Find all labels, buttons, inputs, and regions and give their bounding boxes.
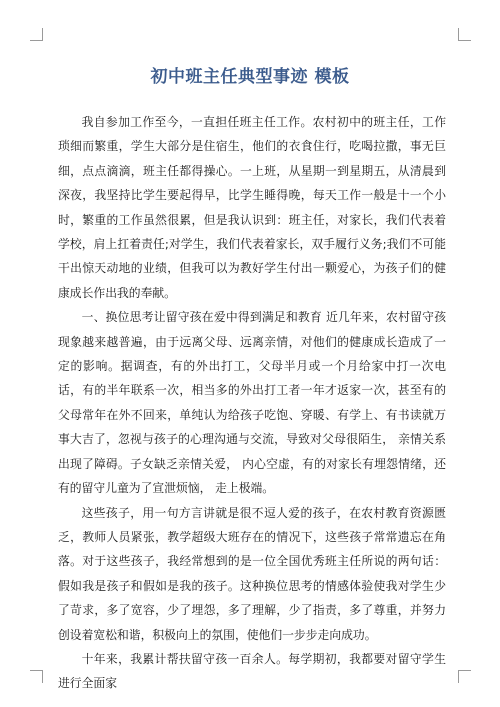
- paragraph-1: 我自参加工作至今，一直担任班主任工作。农村初中的班主任，工作琐细而繁重，学生大部分是住宿生，他们的衣食住行，吃喝拉撒，事无巨细，点点滴滴，班主任都得操心。一上班，从星期一到星期五，从清晨到深夜，我坚持比学生要起得早，比学生睡得晚，每天工作一般是十一个小时，繁重的工作虽然很累，但是我认识到：班主任，对家长，我们代表着学校，肩上扛着责任;对学生，我们代表着家长，双手履行义务;我们不可能干出惊天动地的业绩，但我可以为教好学生付出一颗爱心，为孩子们的健康成长作出我的奉献。: [58, 115, 446, 300]
- crop-mark-top-right: [458, 28, 471, 41]
- paragraph-4: 十年来，我累计帮扶留守孩一百余人。每学期初，我都要对留守学生进行全面家: [58, 651, 446, 691]
- paragraph-2: 一、换位思考让留守孩在爱中得到满足和教育 近几年来，农村留守孩现象越来越普遍，由于远离父母、远离亲情，对他们的健康成长造成了一定的影响。据调查，有的外出打工，父母半月或一个月给家中打一次电话，有的半年联系一次，相当多的外出打工者一年才返家一次，甚至有的父母常年在外不回来，单纯认为给孩子吃饱、穿暖、有学上、有书读就万事大吉了，忽视与孩子的心理沟通与交流，导致对父母很陌生， 亲情关系出现了障碍。子女缺乏亲情关爱， 内心空虚，有的对家长有埋怨情绪，还有的留守儿童为了宣泄烦恼， 走上极端。: [58, 310, 446, 496]
- crop-mark-top-left: [30, 28, 43, 41]
- document-body: [58, 110, 446, 696]
- crop-mark-bottom-right: [458, 670, 471, 683]
- document-title: 初中班主任典型事迹 模板: [150, 67, 350, 87]
- crop-mark-bottom-left: [30, 670, 43, 683]
- paragraph-3: 这些孩子，用一句方言讲就是很不逗人爱的孩子，在农村教育资源匮乏，教师人员紧张，教学超级大班存在的情况下，这些孩子常常遗忘在角落。对于这些孩子，我经常想到的是一位全国优秀班主任所说的两句话：假如我是孩子和假如是我的孩子。这种换位思考的情感体验使我对学生少了苛求，多了宽容，少了埋怨，多了理解，少了指责，多了尊重，并努力创设着宽松和谐，积极向上的氛围，使他们一步步走向成功。: [58, 505, 446, 642]
